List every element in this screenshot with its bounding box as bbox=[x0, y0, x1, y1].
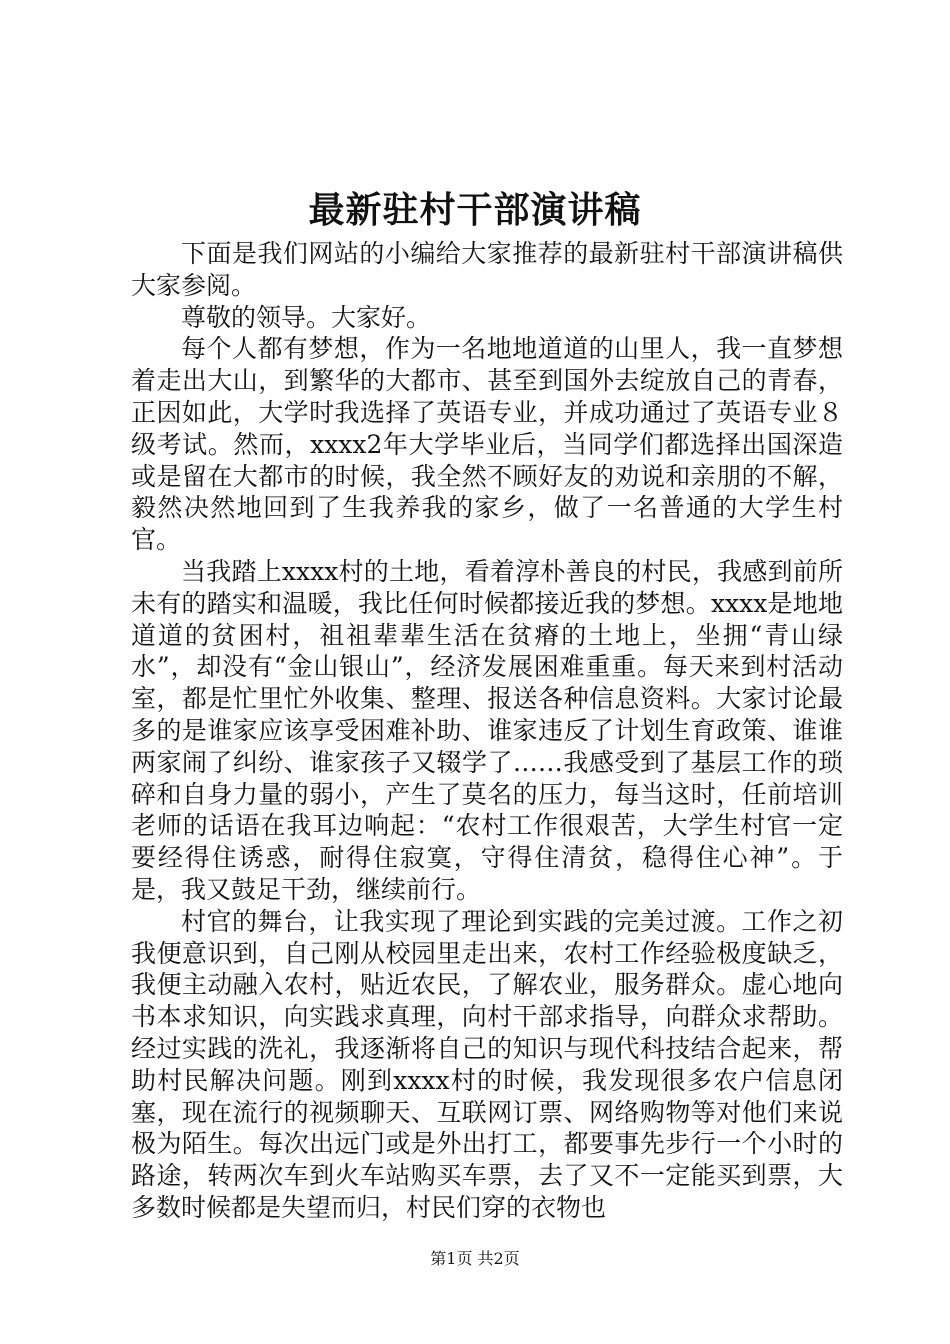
paragraph-dream: 每个人都有梦想，作为一名地地道道的山里人，我一直梦想着走出大山，到繁华的大都市、甚至到国外去绽放自己的青春，正因如此，大学时我选择了英语专业，并成功通过了英语专业８级考试。然而，xxxx2年大学毕业后，当同学们都选择出国深造或是留在大都市的时候，我全然不顾好友的劝说和亲朋的不解，毅然决然地回到了生我养我的家乡，做了一名普通的大学生村官。 bbox=[131, 334, 843, 555]
page-footer: 第1页 共2页 bbox=[430, 1249, 520, 1268]
paragraph-intro: 下面是我们网站的小编给大家推荐的最新驻村干部演讲稿供大家参阅。 bbox=[131, 239, 843, 300]
document-title: 最新驻村干部演讲稿 bbox=[308, 189, 642, 231]
paragraph-stage: 村官的舞台，让我实现了理论到实践的完美过渡。工作之初我便意识到，自己刚从校园里走出来，农村工作经验极度缺乏，我便主动融入农村，贴近农民，了解农业，服务群众。虚心地向书本求知识，向实践求真理，向村干部求指导，向群众求帮助。经过实践的洗礼，我逐渐将自己的知识与现代科技结合起来，帮助村民解决问题。刚到xxxx村的时候，我发现很多农户信息闭塞，现在流行的视频聊天、互联网订票、网络购物等对他们来说极为陌生。每次出远门或是外出打工，都要事先步行一个小时的路途，转两次车到火车站购买车票，去了又不一定能买到票，大多数时候都是失望而归，村民们穿的衣物也 bbox=[131, 906, 843, 1222]
document-body bbox=[131, 238, 843, 1224]
paragraph-greeting: 尊敬的领导。大家好。 bbox=[181, 302, 432, 332]
paragraph-village: 当我踏上xxxx村的土地，看着淳朴善良的村民，我感到前所未有的踏实和温暖，我比任何时候都接近我的梦想。xxxx是地地道道的贫困村，祖祖辈辈生活在贫瘠的土地上，坐拥“青山绿水”，却没有“金山银山”，经济发展困难重重。每天来到村活动室，都是忙里忙外收集、整理、报送各种信息资料。大家讨论最多的是谁家应该享受困难补助、谁家违反了计划生育政策、谁谁两家闹了纠纷、谁家孩子又辍学了……我感受到了基层工作的琐碎和自身力量的弱小，产生了莫名的压力，每当这时，任前培训老师的话语在我耳边响起：“农村工作很艰苦，大学生村官一定要经得住诱惑，耐得住寂寞，守得住清贫，稳得住心神”。于是，我又鼓足干劲，继续前行。 bbox=[131, 556, 843, 904]
